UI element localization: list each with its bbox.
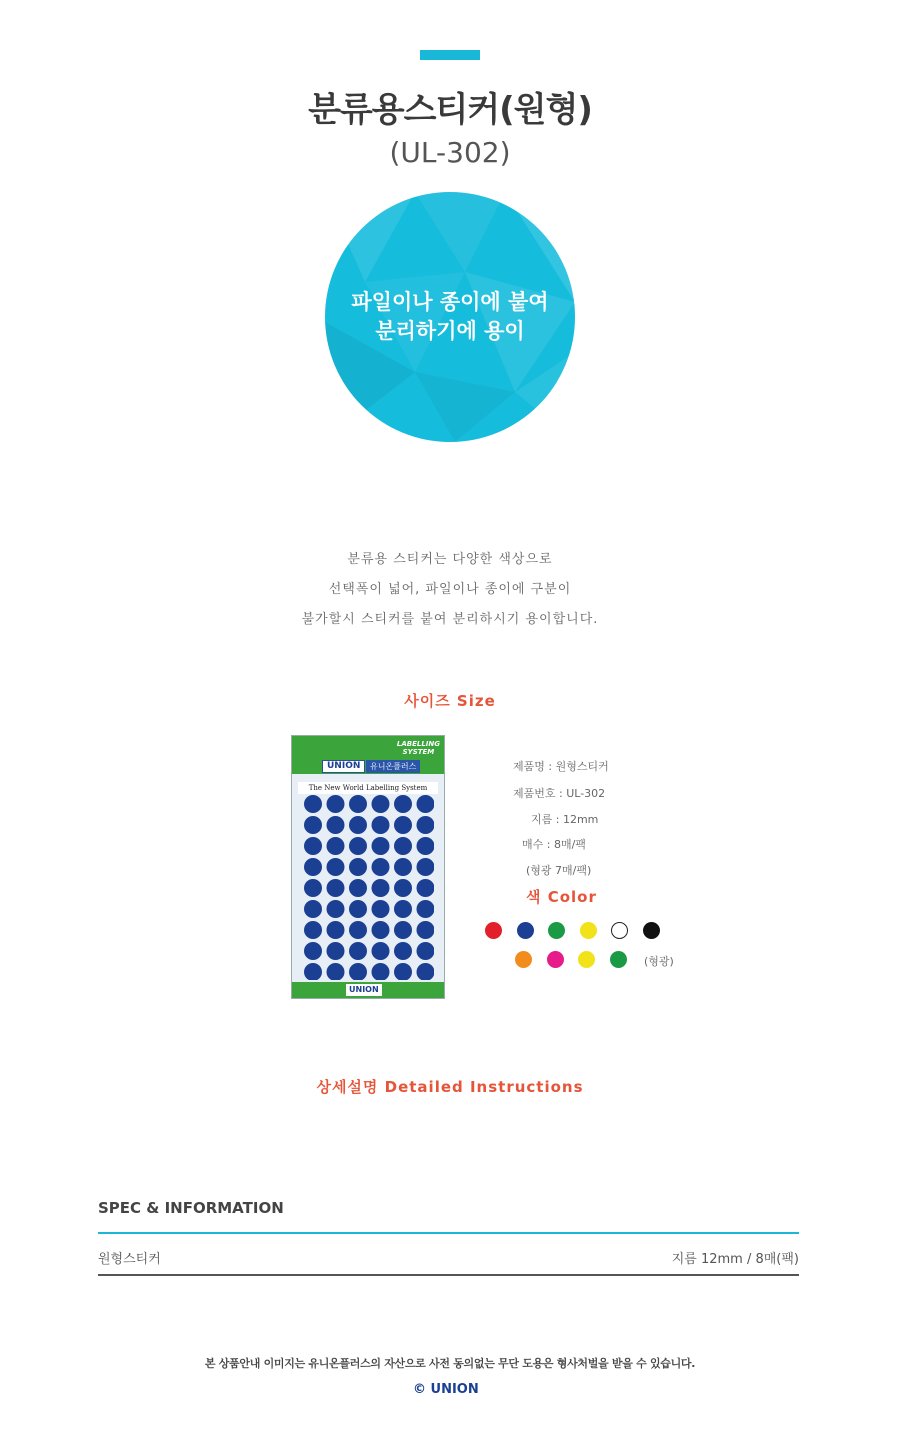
package-header — [292, 736, 444, 774]
sticker-dot — [304, 816, 322, 834]
sticker-dot — [372, 816, 390, 834]
color-heading: 색 Color — [526, 888, 597, 906]
sticker-dot — [417, 837, 435, 855]
sticker-dot — [349, 942, 367, 960]
sticker-dot — [349, 795, 367, 813]
description-line-3: 불가할시 스티커를 붙여 분리하시기 용이합니다. — [301, 612, 599, 627]
spec-info-detail: 지름 12mm / 8매(팩) — [671, 1252, 799, 1267]
detail-heading: 상세설명 Detailed Instructions — [316, 1078, 584, 1096]
spec-info-title: SPEC & INFORMATION — [98, 1199, 284, 1217]
sticker-dot — [417, 879, 435, 897]
color-swatch — [611, 922, 628, 939]
model-number: (UL-302) — [389, 136, 511, 169]
sticker-dot — [327, 837, 345, 855]
page-title: 분류용스티커(원형) — [308, 90, 592, 130]
sticker-dot — [394, 963, 412, 980]
color-swatch — [515, 951, 532, 968]
sticker-dot — [349, 816, 367, 834]
color-swatch — [517, 922, 534, 939]
spec-diameter: 지름 : 12mm — [531, 813, 599, 826]
color-swatch — [547, 951, 564, 968]
union-logo: © UNION — [413, 1382, 479, 1397]
spec-divider-bottom — [98, 1274, 799, 1276]
sticker-dot — [327, 963, 345, 980]
feature-line-1: 파일이나 종이에 붙여 — [351, 290, 549, 314]
accent-bar — [420, 50, 480, 60]
sticker-dot — [372, 900, 390, 918]
spec-info-product: 원형스티커 — [98, 1252, 161, 1267]
sticker-dot — [349, 900, 367, 918]
package-label-line-1: LABELLING — [396, 740, 440, 748]
sticker-dot — [394, 837, 412, 855]
feature-text — [325, 288, 575, 346]
package-label — [397, 740, 440, 756]
sticker-dot — [372, 858, 390, 876]
sticker-dot — [327, 816, 345, 834]
sticker-dot — [417, 963, 435, 980]
spec-sheets-fluorescent: (형광 7매/팩) — [526, 864, 592, 877]
sticker-dot — [327, 858, 345, 876]
sticker-dot — [349, 963, 367, 980]
description-line-2: 선택폭이 넓어, 파일이나 종이에 구분이 — [328, 582, 572, 597]
sticker-dot — [417, 795, 435, 813]
sticker-dot — [394, 879, 412, 897]
sticker-dot — [349, 879, 367, 897]
sticker-dot — [372, 795, 390, 813]
spec-product-number: 제품번호 : UL-302 — [513, 787, 606, 800]
package-label-line-2: SYSTEM — [402, 748, 435, 756]
color-swatch — [643, 922, 660, 939]
sticker-dot — [304, 921, 322, 939]
sticker-dot — [304, 963, 322, 980]
sticker-dot — [394, 795, 412, 813]
sticker-dot — [394, 942, 412, 960]
color-swatch — [485, 922, 502, 939]
sticker-dot — [372, 837, 390, 855]
sticker-dot — [327, 900, 345, 918]
package-bottom-brand: UNION — [346, 984, 382, 996]
color-swatch — [578, 951, 595, 968]
feature-circle — [325, 192, 575, 442]
spec-product-name: 제품명 : 원형스티커 — [513, 760, 609, 773]
sticker-dot — [394, 921, 412, 939]
sticker-dot — [394, 900, 412, 918]
sticker-dot — [327, 795, 345, 813]
feature-line-2: 분리하기에 용이 — [375, 319, 525, 343]
package-brand-kr: 유니온플러스 — [366, 760, 420, 773]
spec-sheets: 매수 : 8매/팩 — [522, 838, 586, 851]
sticker-dot — [372, 879, 390, 897]
sticker-dot — [394, 816, 412, 834]
sticker-dot — [349, 837, 367, 855]
size-heading: 사이즈 Size — [404, 692, 496, 710]
sticker-dot — [349, 858, 367, 876]
sticker-dot — [417, 921, 435, 939]
package-subtitle: The New World Labelling System — [298, 782, 438, 794]
product-package-image — [291, 735, 445, 999]
color-swatch — [610, 951, 627, 968]
sticker-dot — [394, 858, 412, 876]
sticker-dot — [372, 963, 390, 980]
sticker-dot — [304, 879, 322, 897]
sticker-dot — [327, 921, 345, 939]
sticker-dot — [304, 858, 322, 876]
color-swatch — [580, 922, 597, 939]
sticker-dot — [372, 921, 390, 939]
sticker-dot — [304, 795, 322, 813]
package-brand: UNION — [322, 760, 365, 773]
sticker-dot — [417, 900, 435, 918]
sticker-dot — [349, 921, 367, 939]
sticker-dot — [417, 858, 435, 876]
sticker-dot — [372, 942, 390, 960]
description-line-1: 분류용 스티커는 다양한 색상으로 — [347, 552, 553, 567]
spec-divider-top — [98, 1232, 799, 1234]
sticker-dot — [417, 942, 435, 960]
sticker-dot — [417, 816, 435, 834]
copyright-notice: 본 상품안내 이미지는 유니온플러스의 자산으로 사전 동의없는 무단 도용은 형사처벌을 받을 수 있습니다. — [204, 1357, 696, 1370]
package-footer — [292, 982, 444, 998]
sticker-dot — [327, 879, 345, 897]
sticker-dot — [304, 942, 322, 960]
fluorescent-note: (형광) — [644, 955, 674, 968]
sticker-dot — [304, 900, 322, 918]
color-swatch — [548, 922, 565, 939]
sticker-dot — [304, 837, 322, 855]
sticker-dots-icon — [304, 794, 434, 980]
sticker-dot — [327, 942, 345, 960]
